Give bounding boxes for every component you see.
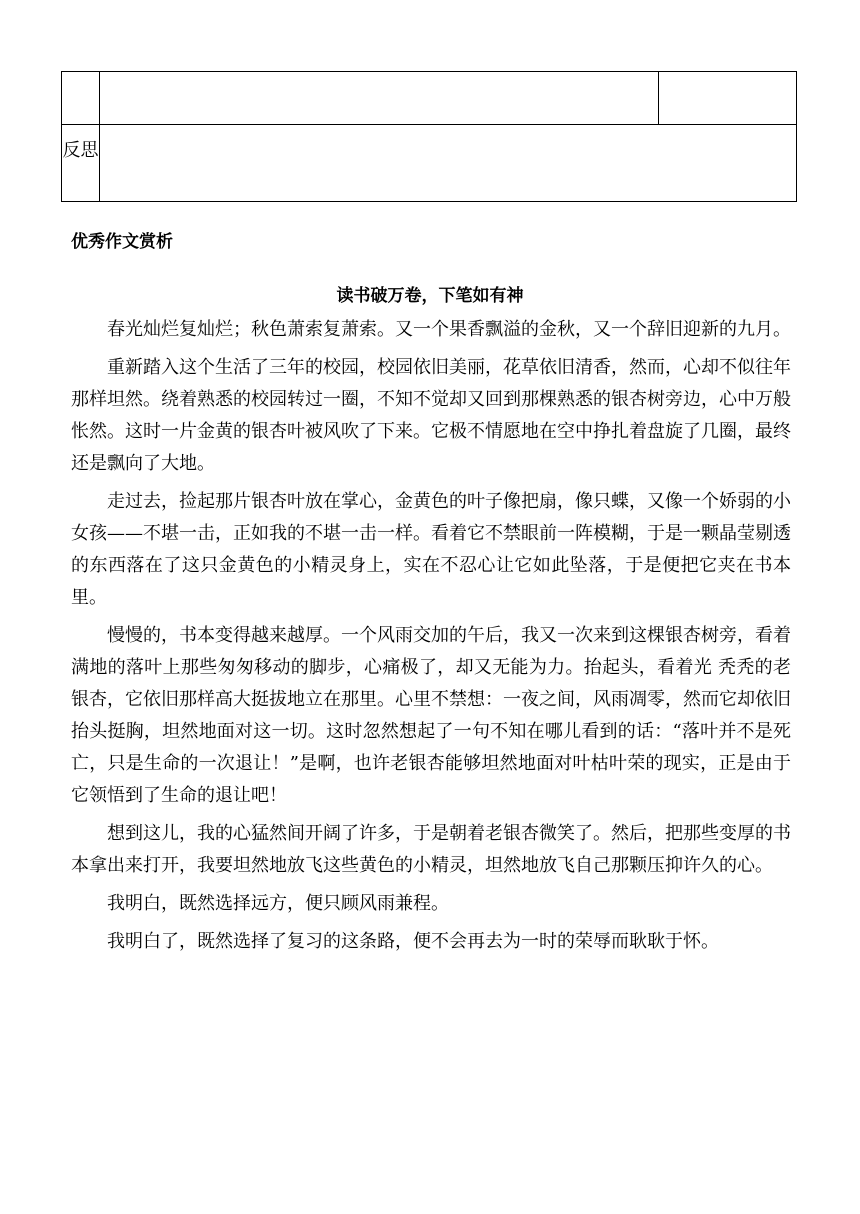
essay-paragraph: 慢慢的，书本变得越来越厚。一个风雨交加的午后，我又一次来到这棵银杏树旁，看着满地的落叶上那些匆匆移动的脚步，心痛极了，却又无能为力。抬起头，看着光 秃秃的老银杏，它依旧那样高大挺拔地立在那里。心里不禁想：一夜之间，风雨凋零，然而它却依旧抬头挺胸，坦然地面对这一切。这时忽然想起了一句不知在哪儿看到的话：“落叶并不是死亡，只是生命的一次退让！”是啊，也许老银杏能够坦然地面对叶枯叶荣的现实，正是由于它领悟到了生命的退让吧！	[71, 625, 791, 806]
essay-paragraph: 春光灿烂复灿烂；秋色萧索复萧索。又一个果香飘溢的金秋，又一个辞旧迎新的九月。	[107, 319, 791, 340]
table-column-divider	[658, 72, 659, 124]
essay-paragraph: 想到这儿，我的心猛然间开阔了许多，于是朝着老银杏微笑了。然后，把那些变厚的书本拿出来打开，我要坦然地放飞这些黄色的小精灵，坦然地放飞自己那颗压抑许久的心。	[71, 823, 791, 876]
essay-title: 读书破万卷，下笔如有神	[336, 286, 524, 306]
reflection-table	[61, 71, 797, 202]
table-row-divider	[62, 124, 796, 125]
essay-paragraph: 我明白了，既然选择了复习的这条路，便不会再去为一时的荣辱而耿耿于怀。	[107, 931, 719, 952]
essay-paragraph: 走过去，捡起那片银杏叶放在掌心，金黄色的叶子像把扇，像只蝶，又像一个娇弱的小女孩——不堪一击，正如我的不堪一击一样。看着它不禁眼前一阵模糊，于是一颗晶莹剔透的东西落在了这只金黄色的小精灵身上，实在不忍心让它如此坠落，于是便把它夹在书本里。	[71, 491, 791, 608]
table-column-divider	[99, 72, 100, 201]
reflection-label: 反思	[62, 140, 99, 161]
essay-body	[71, 314, 791, 964]
essay-paragraph: 重新踏入这个生活了三年的校园，校园依旧美丽，花草依旧清香，然而，心却不似往年那样坦然。绕着熟悉的校园转过一圈，不知不觉却又回到那棵熟悉的银杏树旁边，心中万般怅然。这时一片金黄的银杏叶被风吹了下来。它极不情愿地在空中挣扎着盘旋了几圈，最终还是飘向了大地。	[71, 357, 791, 474]
section-heading: 优秀作文赏析	[71, 232, 173, 252]
essay-paragraph: 我明白，既然选择远方，便只顾风雨兼程。	[107, 893, 449, 914]
